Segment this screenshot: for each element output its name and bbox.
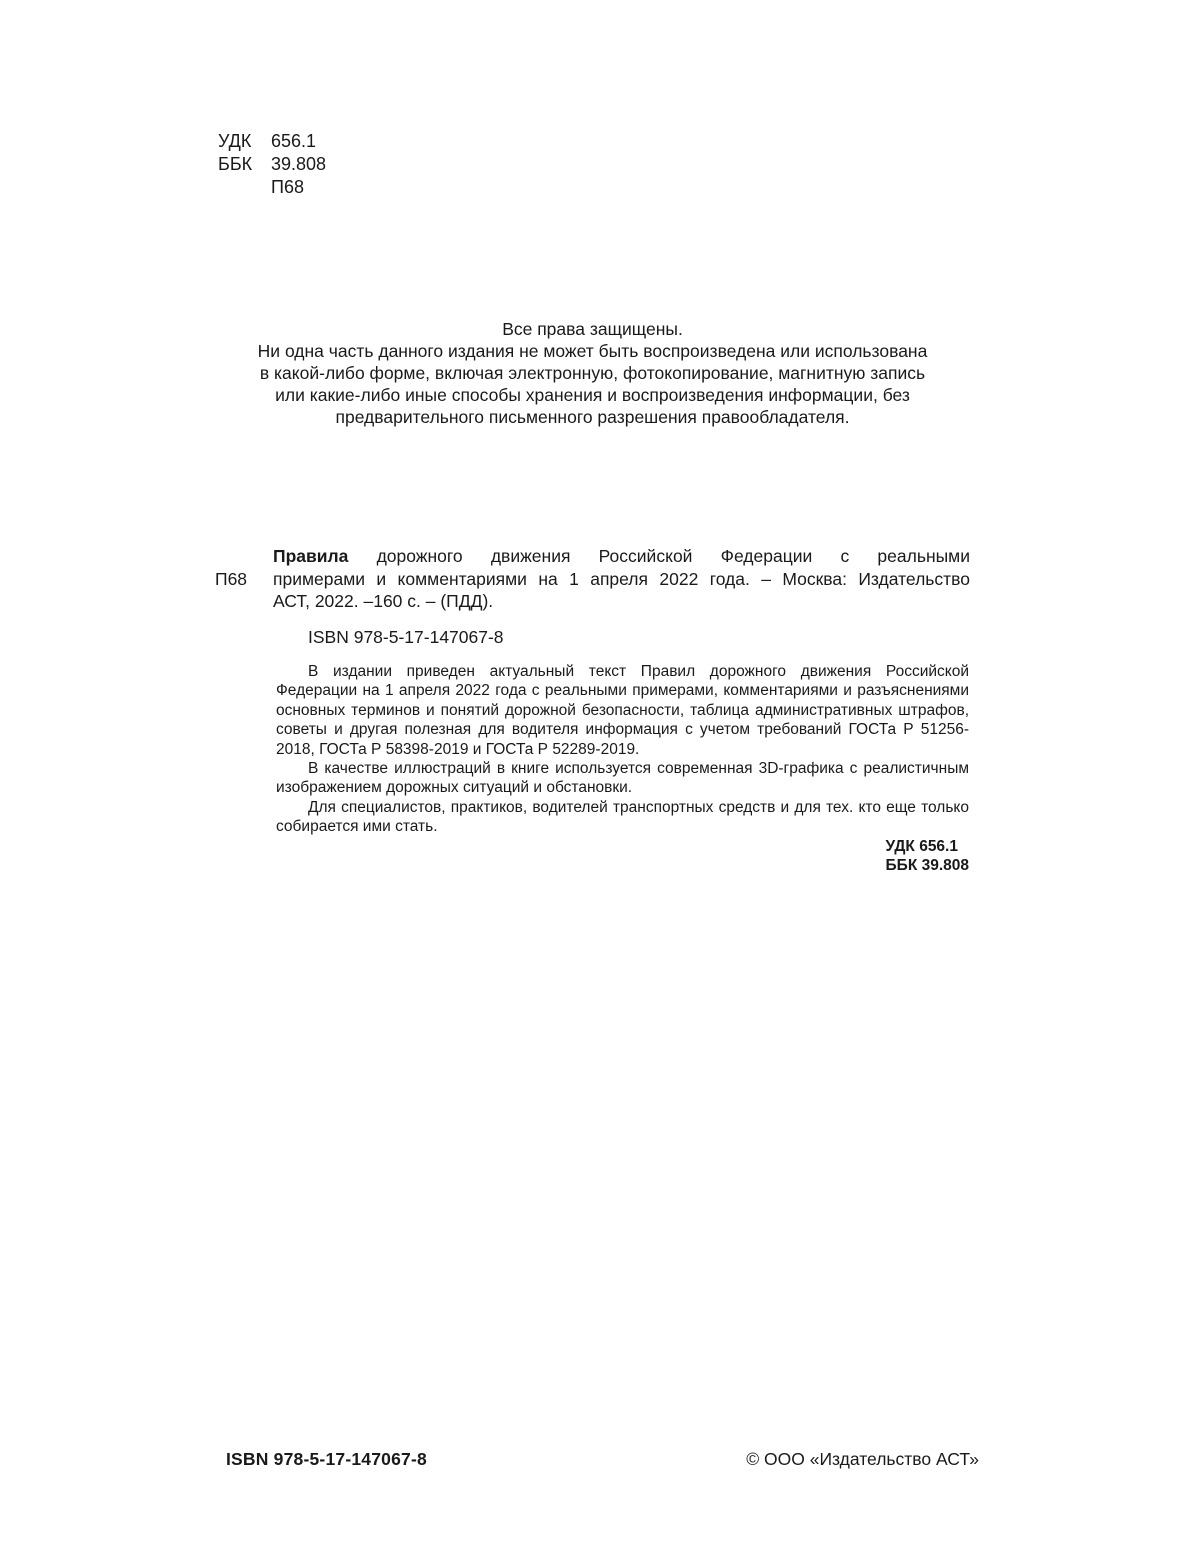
bib-isbn: ISBN 978-5-17-147067-8	[308, 627, 504, 647]
rights-line: Ни одна часть данного издания не может быть воспроизведена или использована	[257, 341, 928, 361]
annotation-paragraph: В издании приведен актуальный текст Правил дорожного движения Российской Федерации на 1 апреля 2022 года с реальными примерами, комментариями и разъяснениями основных терминов и понятий дорожной безопасности, таблица административных штрафов, советы и другая полезная для водителя информация с учетом требований ГОСТа Р 51256-2018, ГОСТа Р 58398-2019 и ГОСТа Р 52289-2019.	[276, 663, 969, 758]
footer-isbn: ISBN 978-5-17-147067-8	[226, 1449, 427, 1469]
udk-label: УДК	[218, 131, 252, 151]
annotation	[276, 662, 969, 837]
bib-title-bold: Правила	[273, 546, 349, 566]
bibliographic-record	[215, 545, 970, 613]
rights-heading: Все права защищены.	[502, 319, 683, 339]
bib-line-2	[215, 568, 970, 591]
bbk-bold: ББК 39.808	[885, 857, 969, 874]
bib-line-3	[215, 590, 970, 613]
bbk-value: 39.808	[271, 154, 327, 174]
bib-line-1	[215, 545, 970, 568]
rights-line: или какие-либо иные способы хранения и воспроизведения информации, без	[275, 385, 910, 405]
author-sign: П68	[271, 177, 304, 197]
footer-copyright: © ООО «Издательство АСТ»	[746, 1449, 979, 1469]
bib-line3: АСТ, 2022. –160 с. – (ПДД).	[273, 591, 494, 611]
udk-row	[218, 130, 326, 153]
bib-author-sign: П68	[215, 568, 248, 589]
classification-bold	[886, 837, 969, 875]
bib-line2: примерами и комментариями на 1 апреля 2022 года. – Москва: Издательство	[273, 568, 970, 589]
annotation-paragraph: В качестве иллюстраций в книге используется современная 3D-графика с реалистичным изображением дорожных ситуаций и обстановки.	[276, 760, 969, 797]
rights-line: в какой-либо форме, включая электронную, фотокопирование, магнитную запись	[259, 363, 926, 383]
bbk-row	[218, 153, 326, 176]
author-sign-row	[218, 176, 326, 199]
rights-notice	[200, 318, 985, 428]
bbk-label: ББК	[218, 154, 253, 174]
classification-block	[218, 130, 326, 199]
rights-line: предварительного письменного разрешения правообладателя.	[335, 407, 850, 427]
udk-value: 656.1	[271, 131, 317, 151]
bib-line1-rest: дорожного движения Российской Федерации с реальными	[376, 546, 970, 566]
udk-bold: УДК 656.1	[885, 838, 958, 855]
annotation-paragraph: Для специалистов, практиков, водителей транспортных средств и для тех. кто еще только собирается ими стать.	[276, 798, 969, 836]
